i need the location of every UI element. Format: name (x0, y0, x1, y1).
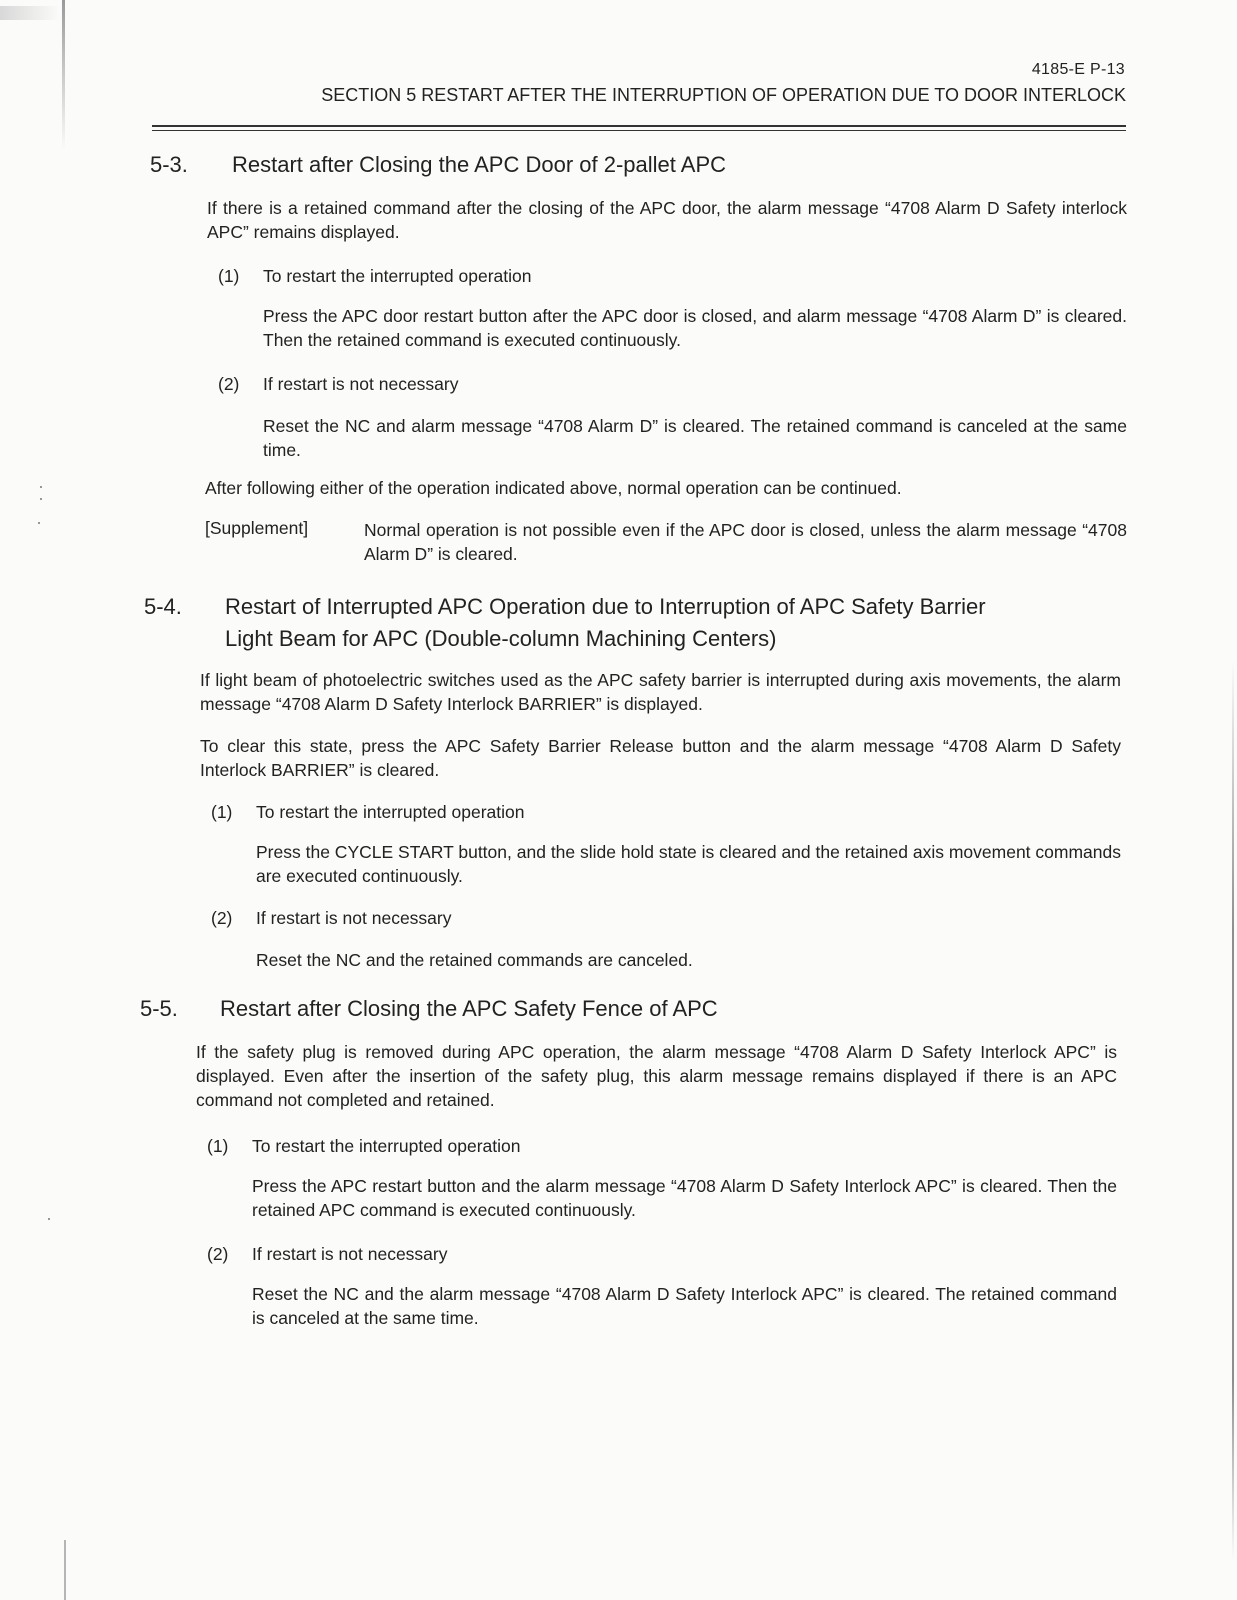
item-text: Press the APC door restart button after the APC door is closed, and alarm message “4708 Alarm D” is cleared. Then the retained command is executed continuously. (263, 306, 1127, 350)
scan-artifact (1232, 660, 1234, 1560)
section-number: 5-4. (144, 594, 182, 619)
item-text: Reset the NC and the alarm message “4708 Alarm D Safety Interlock APC” is cleared. The retained command is canceled at the same time. (252, 1284, 1117, 1328)
header-rule (152, 125, 1126, 127)
item-text: Press the APC restart button and the alarm message “4708 Alarm D Safety Interlock APC” is cleared. Then the retained APC command is executed continuously. (252, 1176, 1117, 1220)
item-text: Reset the NC and alarm message “4708 Alarm D” is cleared. The retained command is canceled at the same time. (263, 416, 1127, 460)
section-header: SECTION 5 RESTART AFTER THE INTERRUPTION OF OPERATION DUE TO DOOR INTERLOCK (321, 85, 1126, 105)
section-intro: If there is a retained command after the closing of the APC door, the alarm message “4708 Alarm D Safety interlock APC” remains displayed. (207, 198, 1127, 242)
section-intro: If light beam of photoelectric switches used as the APC safety barrier is interrupted during axis movements, the alarm message “4708 Alarm D Safety Interlock BARRIER” is displayed. (200, 670, 1121, 714)
section-title: Restart after Closing the APC Door of 2-pallet APC (232, 152, 727, 177)
scan-artifact (64, 1540, 66, 1600)
item-number: (1) (211, 802, 233, 822)
item-number: (1) (218, 266, 240, 286)
section-after: After following either of the operation indicated above, normal operation can be continued. (205, 478, 902, 498)
section-title: Restart after Closing the APC Safety Fence of APC (220, 996, 718, 1021)
section-title: Restart of Interrupted APC Operation due to Interruption of APC Safety Barrier (225, 594, 986, 619)
scan-artifact (0, 6, 60, 20)
scan-artifact (62, 0, 65, 150)
item-number: (2) (211, 908, 233, 928)
page-code: 4185-E P-13 (1031, 61, 1125, 78)
section-number: 5-3. (150, 152, 188, 177)
item-label: If restart is not necessary (256, 908, 452, 928)
item-number: (2) (207, 1244, 229, 1264)
item-label: If restart is not necessary (252, 1244, 448, 1264)
section-title: Light Beam for APC (Double-column Machining Centers) (225, 626, 777, 651)
item-label: To restart the interrupted operation (252, 1136, 521, 1156)
item-text: Press the CYCLE START button, and the slide hold state is cleared and the retained axis movement commands are executed continuously. (256, 842, 1121, 886)
supplement-label: [Supplement] (205, 518, 309, 538)
item-label: If restart is not necessary (263, 374, 459, 394)
header-rule (152, 130, 1126, 131)
scan-artifact (38, 522, 40, 524)
scan-artifact (40, 486, 42, 488)
item-label: To restart the interrupted operation (263, 266, 532, 286)
section-number: 5-5. (140, 996, 178, 1021)
scan-artifact (48, 1218, 50, 1220)
item-text: Reset the NC and the retained commands are canceled. (256, 950, 693, 970)
item-number: (2) (218, 374, 240, 394)
item-number: (1) (207, 1136, 229, 1156)
section-intro: To clear this state, press the APC Safety Barrier Release button and the alarm message “4708 Alarm D Safety Interlock BARRIER” is cleared. (200, 736, 1121, 780)
section-intro: If the safety plug is removed during APC operation, the alarm message “4708 Alarm D Safety Interlock APC” is displayed. Even after the insertion of the safety plug, this alarm message remains displayed if there is an APC command not completed and retained. (196, 1042, 1117, 1110)
scan-artifact (40, 498, 42, 500)
supplement-text: Normal operation is not possible even if the APC door is closed, unless the alarm message “4708 Alarm D” is cleared. (364, 520, 1127, 564)
item-label: To restart the interrupted operation (256, 802, 525, 822)
